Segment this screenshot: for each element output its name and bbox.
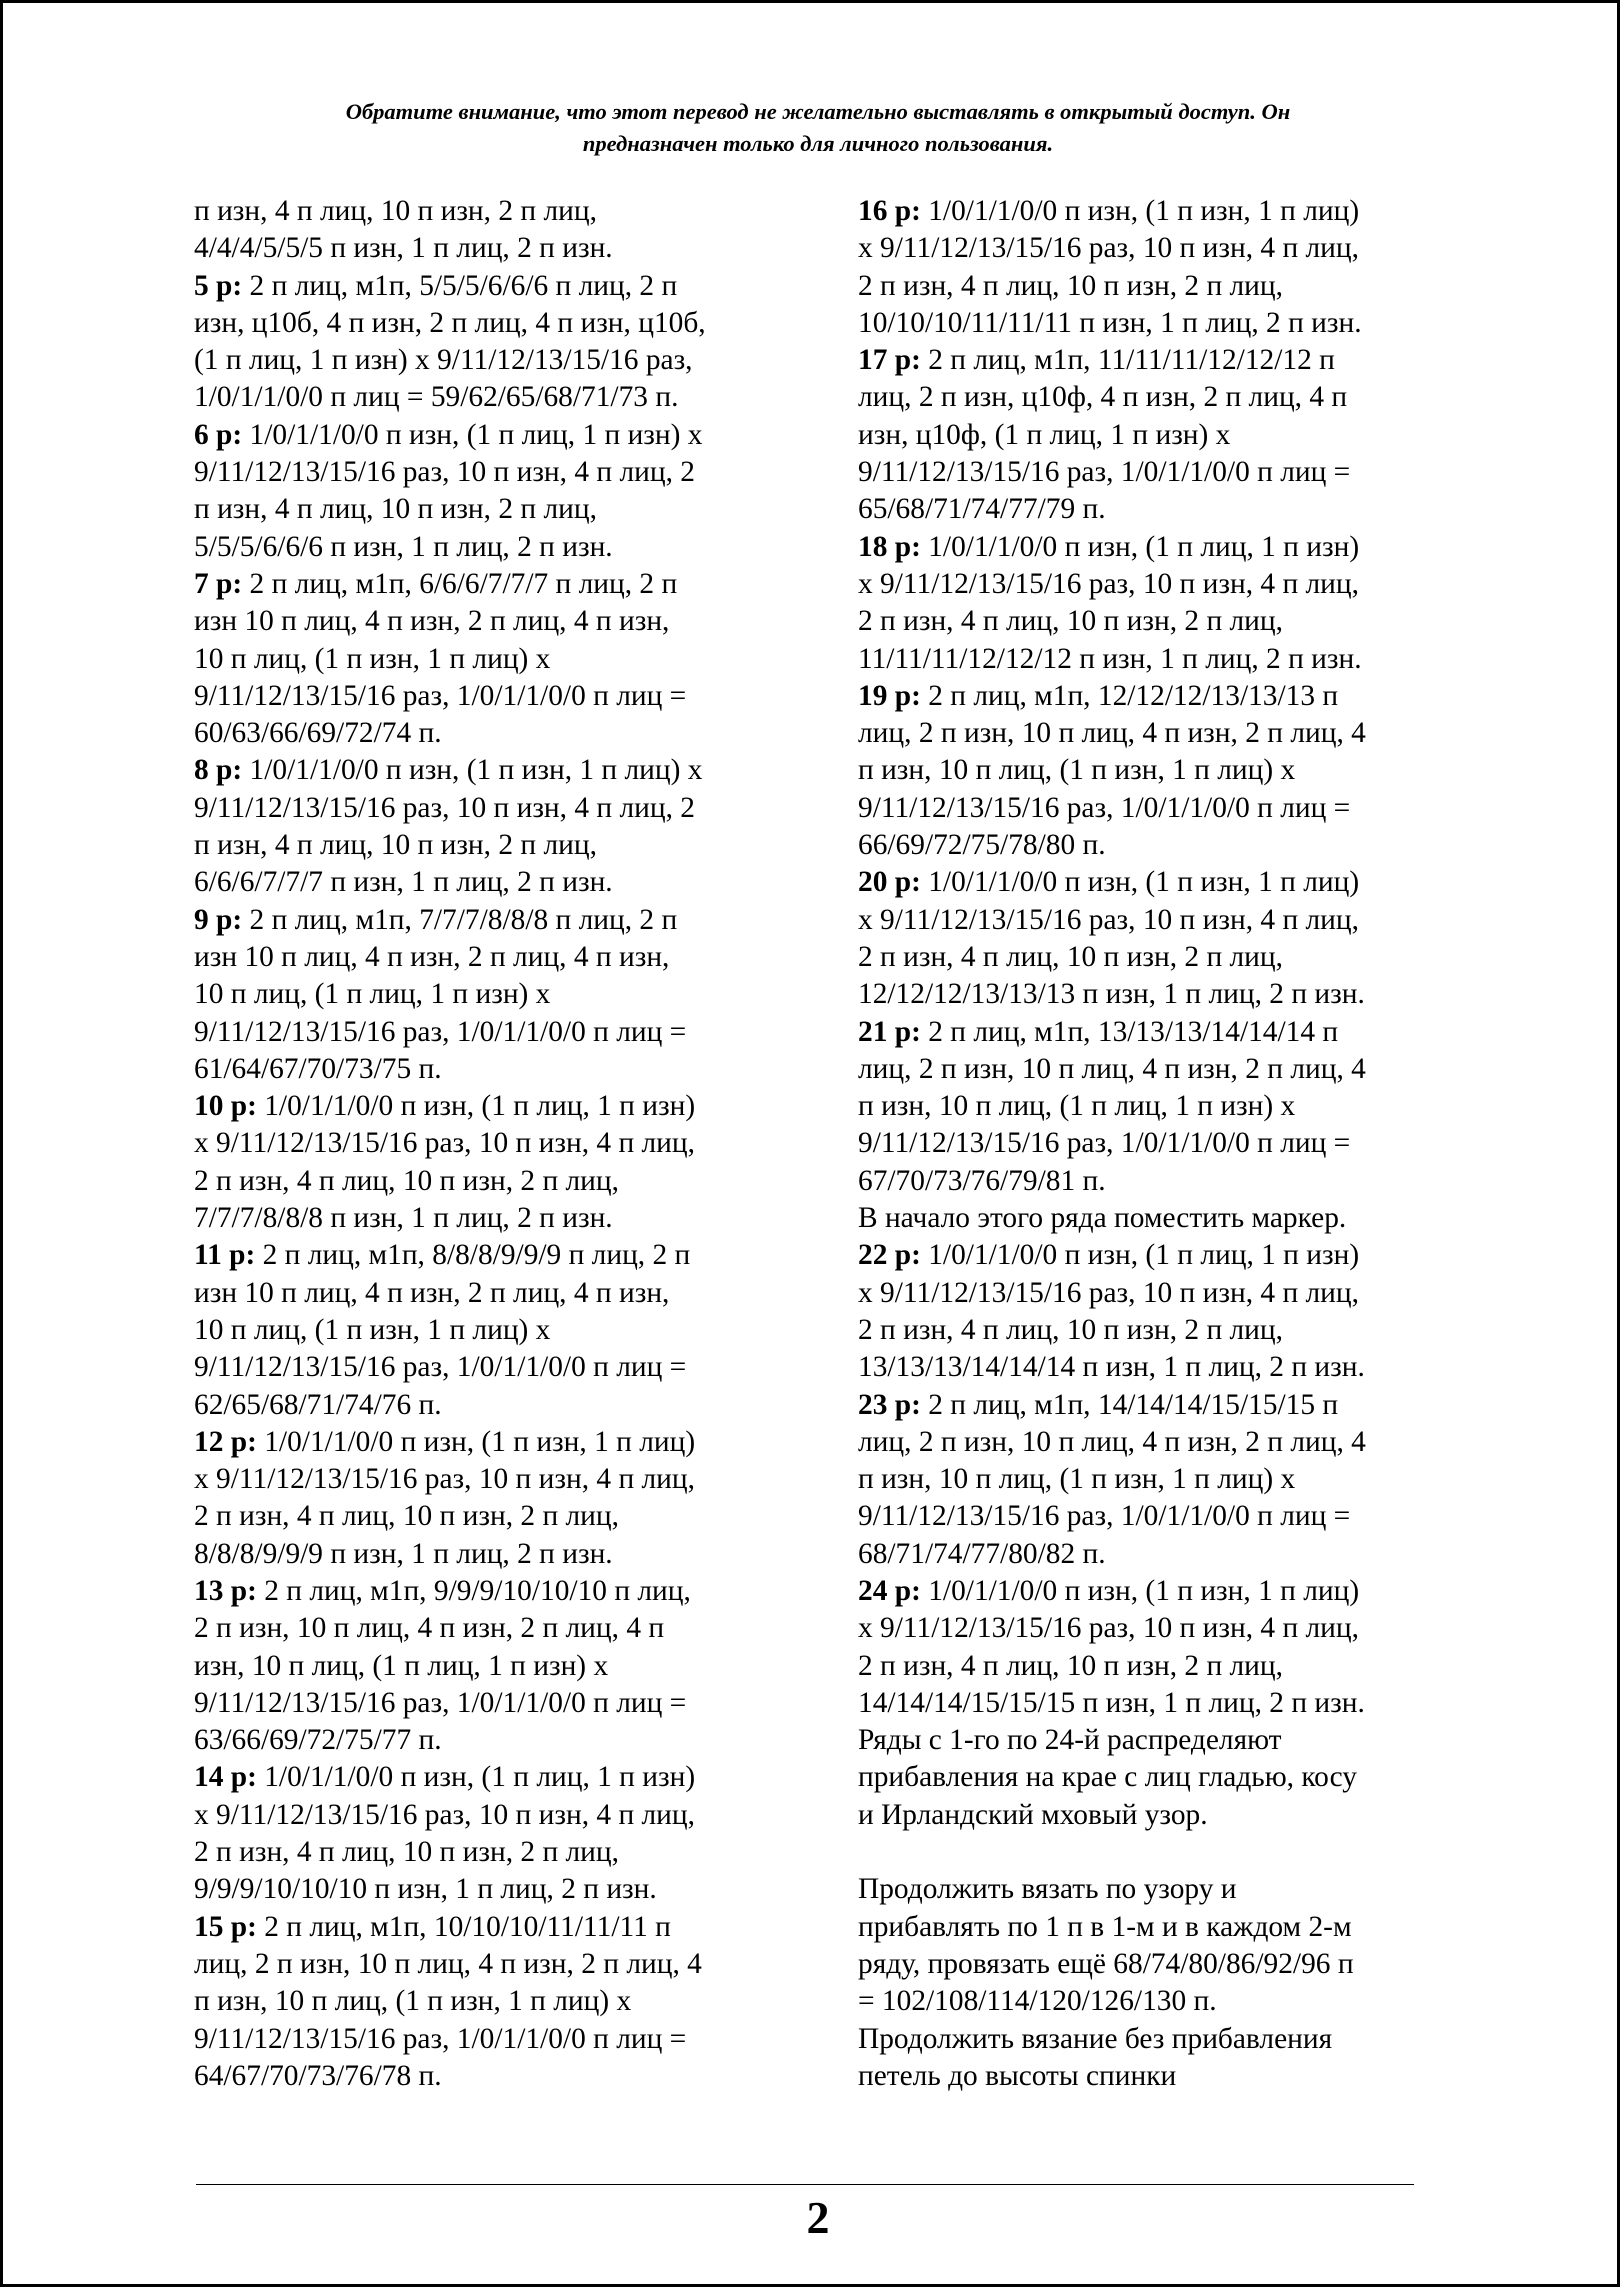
row-label: 19 р:: [858, 679, 921, 712]
row-label: 5 р:: [194, 269, 243, 302]
text-line: [194, 305, 784, 342]
text-line: [194, 1834, 784, 1871]
instruction-text: 9/11/12/13/15/16 раз, 1/0/1/1/0/0 п лиц =: [858, 791, 1351, 824]
text-line: [194, 268, 784, 305]
instruction-text: ряду, провязать ещё 68/74/80/86/92/96 п: [858, 1947, 1354, 1980]
text-line: [858, 1275, 1458, 1312]
text-line: [858, 230, 1458, 267]
text-line: [858, 454, 1458, 491]
text-line: [194, 1237, 784, 1274]
row-label: 23 р:: [858, 1388, 921, 1421]
row-label: 7 р:: [194, 567, 243, 600]
instruction-text: изн 10 п лиц, 4 п изн, 2 п лиц, 4 п изн,: [194, 940, 670, 973]
text-line: [858, 790, 1458, 827]
instruction-text: 9/11/12/13/15/16 раз, 1/0/1/1/0/0 п лиц =: [194, 679, 687, 712]
text-line: [194, 1349, 784, 1386]
text-line: [858, 641, 1458, 678]
text-line: [194, 1088, 784, 1125]
instruction-text: 10 п лиц, (1 п изн, 1 п лиц) х: [194, 642, 551, 675]
instruction-text: 6/6/6/7/7/7 п изн, 1 п лиц, 2 п изн.: [194, 866, 613, 899]
instruction-text: Продолжить вязание без прибавления: [858, 2022, 1333, 2055]
text-line: [858, 529, 1458, 566]
instruction-text: (1 п лиц, 1 п изн) х 9/11/12/13/15/16 раз,: [194, 344, 693, 377]
row-label: 11 р:: [194, 1239, 256, 1272]
instruction-text: 2 п изн, 4 п лиц, 10 п изн, 2 п лиц,: [194, 1836, 619, 1869]
right-text-column: [858, 193, 1458, 2095]
text-line: [194, 1312, 784, 1349]
text-line: [194, 1051, 784, 1088]
instruction-text: 9/11/12/13/15/16 раз, 1/0/1/1/0/0 п лиц =: [194, 1686, 687, 1719]
instruction-text: 2 п лиц, м1п, 5/5/5/6/6/6 п лиц, 2 п: [242, 269, 678, 302]
text-line: [194, 1797, 784, 1834]
text-line: [194, 1200, 784, 1237]
instruction-text: Продолжить вязать по узору и: [858, 1873, 1237, 1906]
instruction-text: Ряды с 1-го по 24-й распределяют: [858, 1724, 1282, 1757]
instruction-text: 2 п лиц, м1п, 12/12/12/13/13/13 п: [920, 679, 1339, 712]
instruction-text: 1/0/1/1/0/0 п изн, (1 п лиц, 1 п изн): [256, 1090, 696, 1123]
text-line: [858, 1424, 1458, 1461]
instruction-text: п изн, 10 п лиц, (1 п изн, 1 п лиц) х: [858, 1463, 1296, 1496]
instruction-text: 12/12/12/13/13/13 п изн, 1 п лиц, 2 п изн.: [858, 978, 1365, 1011]
text-line: [858, 1051, 1458, 1088]
instruction-text: 63/66/69/72/75/77 п.: [194, 1724, 442, 1757]
instruction-text: х 9/11/12/13/15/16 раз, 10 п изн, 4 п лиц,: [194, 1798, 695, 1831]
instruction-text: 9/11/12/13/15/16 раз, 10 п изн, 4 п лиц, 2: [194, 456, 695, 489]
text-line: [858, 976, 1458, 1013]
text-line: [858, 2058, 1458, 2095]
instruction-text: 66/69/72/75/78/80 п.: [858, 829, 1106, 862]
text-line: [194, 342, 784, 379]
instruction-text: 65/68/71/74/77/79 п.: [858, 493, 1106, 526]
text-line: [194, 603, 784, 640]
text-line: [858, 715, 1458, 752]
text-line: [858, 417, 1458, 454]
text-line: [858, 305, 1458, 342]
instruction-text: х 9/11/12/13/15/16 раз, 10 п изн, 4 п лиц,: [858, 1612, 1359, 1645]
text-line: [858, 1536, 1458, 1573]
text-line: [858, 566, 1458, 603]
instruction-text: 9/11/12/13/15/16 раз, 10 п изн, 4 п лиц, 2: [194, 791, 695, 824]
text-line: [858, 1610, 1458, 1647]
text-line: [858, 939, 1458, 976]
text-line: [194, 1461, 784, 1498]
instruction-text: 10/10/10/11/11/11 п изн, 1 п лиц, 2 п изн.: [858, 306, 1362, 339]
text-line: [858, 1759, 1458, 1796]
text-line: [194, 1871, 784, 1908]
page-number: 2: [806, 2192, 830, 2243]
text-line: [858, 342, 1458, 379]
text-line: [194, 678, 784, 715]
instruction-text: 61/64/67/70/73/75 п.: [194, 1052, 442, 1085]
instruction-text: 9/9/9/10/10/10 п изн, 1 п лиц, 2 п изн.: [194, 1873, 657, 1906]
text-line: [194, 827, 784, 864]
instruction-text: п изн, 10 п лиц, (1 п изн, 1 п лиц) х: [858, 754, 1296, 787]
instruction-text: 1/0/1/1/0/0 п изн, (1 п изн, 1 п лиц): [920, 1574, 1360, 1607]
footer-divider: [196, 2184, 1414, 2185]
instruction-text: п изн, 10 п лиц, (1 п изн, 1 п лиц) х: [194, 1985, 632, 2018]
instruction-text: х 9/11/12/13/15/16 раз, 10 п изн, 4 п лиц,: [858, 567, 1359, 600]
text-line: [858, 1349, 1458, 1386]
instruction-text: 9/11/12/13/15/16 раз, 1/0/1/1/0/0 п лиц =: [194, 2022, 687, 2055]
text-line: [858, 678, 1458, 715]
instruction-text: прибавления на крае с лиц гладью, косу: [858, 1761, 1357, 1794]
instruction-text: х 9/11/12/13/15/16 раз, 10 п изн, 4 п лиц,: [858, 232, 1359, 265]
instruction-text: 2 п изн, 4 п лиц, 10 п изн, 2 п лиц,: [858, 269, 1283, 302]
instruction-text: 1/0/1/1/0/0 п изн, (1 п изн, 1 п лиц): [256, 1425, 696, 1458]
instruction-text: 11/11/11/12/12/12 п изн, 1 п лиц, 2 п изн.: [858, 642, 1362, 675]
text-line: [858, 1983, 1458, 2020]
instruction-text: лиц, 2 п изн, ц10ф, 4 п изн, 2 п лиц, 4 п: [858, 381, 1348, 414]
text-line: [194, 193, 784, 230]
text-line: [194, 1759, 784, 1796]
instruction-text: и Ирландский мховый узор.: [858, 1798, 1208, 1831]
instruction-text: 13/13/13/14/14/14 п изн, 1 п лиц, 2 п изн.: [858, 1351, 1365, 1384]
text-line: [858, 752, 1458, 789]
instruction-text: 2 п лиц, м1п, 9/9/9/10/10/10 п лиц,: [256, 1574, 691, 1607]
paragraph-spacer: [858, 1834, 1458, 1871]
text-line: [194, 1387, 784, 1424]
instruction-text: 2 п изн, 4 п лиц, 10 п изн, 2 п лиц,: [858, 940, 1283, 973]
row-label: 18 р:: [858, 530, 921, 563]
instruction-text: х 9/11/12/13/15/16 раз, 10 п изн, 4 п лиц,: [194, 1127, 695, 1160]
instruction-text: лиц, 2 п изн, 10 п лиц, 4 п изн, 2 п лиц, 4: [858, 1425, 1366, 1458]
text-line: [194, 1685, 784, 1722]
instruction-text: 67/70/73/76/79/81 п.: [858, 1164, 1106, 1197]
instruction-text: 1/0/1/1/0/0 п изн, (1 п изн, 1 п лиц): [920, 195, 1360, 227]
text-line: [194, 491, 784, 528]
row-label: 13 р:: [194, 1574, 257, 1607]
text-line: [858, 2021, 1458, 2058]
row-label: 21 р:: [858, 1015, 921, 1048]
text-line: [858, 1685, 1458, 1722]
text-line: [194, 790, 784, 827]
row-label: 24 р:: [858, 1574, 921, 1607]
row-label: 14 р:: [194, 1761, 257, 1794]
instruction-text: лиц, 2 п изн, 10 п лиц, 4 п изн, 2 п лиц, 4: [858, 1052, 1366, 1085]
text-line: [194, 1014, 784, 1051]
text-line: [858, 1312, 1458, 1349]
row-label: 6 р:: [194, 418, 243, 451]
text-line: [858, 1946, 1458, 1983]
instruction-text: 1/0/1/1/0/0 п изн, (1 п лиц, 1 п изн): [920, 530, 1360, 563]
instruction-text: п изн, 4 п лиц, 10 п изн, 2 п лиц,: [194, 493, 597, 526]
text-line: [858, 1237, 1458, 1274]
instruction-text: 4/4/4/5/5/5 п изн, 1 п лиц, 2 п изн.: [194, 232, 613, 265]
instruction-text: изн, ц10ф, (1 п лиц, 1 п изн) х: [858, 418, 1231, 451]
text-line: [858, 1573, 1458, 1610]
text-line: [194, 1722, 784, 1759]
translation-notice-line-2: предназначен только для личного пользования.: [582, 131, 1054, 156]
left-text-column: [194, 193, 784, 2095]
instruction-text: 2 п изн, 4 п лиц, 10 п изн, 2 п лиц,: [194, 1500, 619, 1533]
text-line: [858, 1722, 1458, 1759]
text-line: [858, 1163, 1458, 1200]
instruction-text: 9/11/12/13/15/16 раз, 1/0/1/1/0/0 п лиц =: [858, 1127, 1351, 1160]
text-line: [194, 864, 784, 901]
text-line: [858, 1871, 1458, 1908]
instruction-text: 2 п изн, 4 п лиц, 10 п изн, 2 п лиц,: [858, 1313, 1283, 1346]
text-line: [194, 1909, 784, 1946]
text-line: [858, 268, 1458, 305]
text-line: [858, 827, 1458, 864]
instruction-text: п изн, 4 п лиц, 10 п изн, 2 п лиц,: [194, 195, 597, 227]
instruction-text: В начало этого ряда поместить маркер.: [858, 1202, 1347, 1235]
text-line: [858, 1387, 1458, 1424]
instruction-text: 60/63/66/69/72/74 п.: [194, 717, 442, 750]
instruction-text: 9/11/12/13/15/16 раз, 1/0/1/1/0/0 п лиц =: [194, 1015, 687, 1048]
row-label: 9 р:: [194, 903, 243, 936]
instruction-text: 2 п изн, 10 п лиц, 4 п изн, 2 п лиц, 4 п: [194, 1612, 665, 1645]
instruction-text: = 102/108/114/120/126/130 п.: [858, 1985, 1217, 2018]
text-line: [194, 529, 784, 566]
instruction-text: изн, 10 п лиц, (1 п лиц, 1 п изн) х: [194, 1649, 609, 1682]
instruction-text: 2 п лиц, м1п, 8/8/8/9/9/9 п лиц, 2 п: [255, 1239, 691, 1272]
text-line: [858, 603, 1458, 640]
text-line: [858, 864, 1458, 901]
instruction-text: 1/0/1/1/0/0 п изн, (1 п изн, 1 п лиц) х: [242, 754, 703, 787]
instruction-text: 68/71/74/77/80/82 п.: [858, 1537, 1106, 1570]
instruction-text: 5/5/5/6/6/6 п изн, 1 п лиц, 2 п изн.: [194, 530, 613, 563]
text-line: [194, 1946, 784, 1983]
text-line: [194, 1125, 784, 1162]
text-line: [858, 1909, 1458, 1946]
instruction-text: изн, ц10б, 4 п изн, 2 п лиц, 4 п изн, ц10б,: [194, 306, 706, 339]
instruction-text: п изн, 10 п лиц, (1 п лиц, 1 п изн) х: [858, 1090, 1296, 1123]
text-line: [194, 454, 784, 491]
instruction-text: 1/0/1/1/0/0 п изн, (1 п лиц, 1 п изн) х: [242, 418, 703, 451]
text-line: [858, 1498, 1458, 1535]
instruction-text: 2 п лиц, м1п, 14/14/14/15/15/15 п: [920, 1388, 1339, 1421]
instruction-text: лиц, 2 п изн, 10 п лиц, 4 п изн, 2 п лиц, 4: [858, 717, 1366, 750]
translation-notice-line-1: Обратите внимание, что этот перевод не желательно выставлять в открытый доступ. Он: [345, 99, 1291, 124]
instruction-text: х 9/11/12/13/15/16 раз, 10 п изн, 4 п лиц,: [858, 1276, 1359, 1309]
text-line: [194, 566, 784, 603]
instruction-text: 64/67/70/73/76/78 п.: [194, 2059, 442, 2092]
instruction-text: 9/11/12/13/15/16 раз, 1/0/1/1/0/0 п лиц =: [858, 456, 1351, 489]
instruction-text: п изн, 4 п лиц, 10 п изн, 2 п лиц,: [194, 829, 597, 862]
row-label: 22 р:: [858, 1239, 921, 1272]
text-line: [194, 417, 784, 454]
instruction-text: 2 п изн, 4 п лиц, 10 п изн, 2 п лиц,: [858, 605, 1283, 638]
text-line: [858, 193, 1458, 230]
text-line: [858, 491, 1458, 528]
instruction-text: х 9/11/12/13/15/16 раз, 10 п изн, 4 п лиц,: [194, 1463, 695, 1496]
instruction-text: петель до высоты спинки: [858, 2059, 1177, 2092]
row-label: 20 р:: [858, 866, 921, 899]
instruction-text: 9/11/12/13/15/16 раз, 1/0/1/1/0/0 п лиц =: [194, 1351, 687, 1384]
text-line: [194, 1610, 784, 1647]
text-line: [194, 902, 784, 939]
row-label: 10 р:: [194, 1090, 257, 1123]
text-line: [194, 379, 784, 416]
translation-notice: [180, 96, 1456, 160]
text-line: [194, 2021, 784, 2058]
text-line: [858, 379, 1458, 416]
text-line: [858, 1014, 1458, 1051]
instruction-text: 2 п лиц, м1п, 7/7/7/8/8/8 п лиц, 2 п: [242, 903, 678, 936]
text-line: [858, 1200, 1458, 1237]
instruction-text: 2 п изн, 4 п лиц, 10 п изн, 2 п лиц,: [858, 1649, 1283, 1682]
text-line: [858, 1088, 1458, 1125]
text-line: [858, 1797, 1458, 1834]
text-line: [194, 715, 784, 752]
instruction-text: 2 п лиц, м1п, 11/11/11/12/12/12 п: [920, 344, 1335, 377]
instruction-text: лиц, 2 п изн, 10 п лиц, 4 п изн, 2 п лиц, 4: [194, 1947, 702, 1980]
text-line: [194, 1536, 784, 1573]
instruction-text: 1/0/1/1/0/0 п изн, (1 п изн, 1 п лиц): [920, 866, 1360, 899]
row-label: 12 р:: [194, 1425, 257, 1458]
instruction-text: изн 10 п лиц, 4 п изн, 2 п лиц, 4 п изн,: [194, 605, 670, 638]
instruction-text: 2 п изн, 4 п лиц, 10 п изн, 2 п лиц,: [194, 1164, 619, 1197]
text-line: [858, 1461, 1458, 1498]
instruction-text: 1/0/1/1/0/0 п лиц = 59/62/65/68/71/73 п.: [194, 381, 679, 414]
instruction-text: 1/0/1/1/0/0 п изн, (1 п лиц, 1 п изн): [920, 1239, 1360, 1272]
instruction-text: 8/8/8/9/9/9 п изн, 1 п лиц, 2 п изн.: [194, 1537, 613, 1570]
instruction-text: 7/7/7/8/8/8 п изн, 1 п лиц, 2 п изн.: [194, 1202, 613, 1235]
text-line: [194, 1275, 784, 1312]
row-label: 8 р:: [194, 754, 243, 787]
text-line: [194, 976, 784, 1013]
instruction-text: 1/0/1/1/0/0 п изн, (1 п лиц, 1 п изн): [256, 1761, 696, 1794]
text-line: [194, 1163, 784, 1200]
instruction-text: 62/65/68/71/74/76 п.: [194, 1388, 442, 1421]
text-line: [194, 641, 784, 678]
instruction-text: изн 10 п лиц, 4 п изн, 2 п лиц, 4 п изн,: [194, 1276, 670, 1309]
instruction-text: прибавлять по 1 п в 1-м и в каждом 2-м: [858, 1910, 1352, 1943]
instruction-text: 2 п лиц, м1п, 10/10/10/11/11/11 п: [256, 1910, 671, 1943]
text-line: [194, 752, 784, 789]
text-line: [858, 1648, 1458, 1685]
instruction-text: х 9/11/12/13/15/16 раз, 10 п изн, 4 п лиц,: [858, 903, 1359, 936]
text-line: [194, 230, 784, 267]
text-line: [194, 1498, 784, 1535]
text-line: [194, 2058, 784, 2095]
text-line: [858, 1125, 1458, 1162]
instruction-text: 14/14/14/15/15/15 п изн, 1 п лиц, 2 п изн.: [858, 1686, 1365, 1719]
instruction-text: 2 п лиц, м1п, 13/13/13/14/14/14 п: [920, 1015, 1339, 1048]
text-line: [194, 939, 784, 976]
instruction-text: 2 п лиц, м1п, 6/6/6/7/7/7 п лиц, 2 п: [242, 567, 678, 600]
instruction-text: 10 п лиц, (1 п лиц, 1 п изн) х: [194, 978, 551, 1011]
instruction-text: 10 п лиц, (1 п изн, 1 п лиц) х: [194, 1313, 551, 1346]
text-line: [194, 1983, 784, 2020]
text-line: [194, 1424, 784, 1461]
instruction-text: 9/11/12/13/15/16 раз, 1/0/1/1/0/0 п лиц =: [858, 1500, 1351, 1533]
row-label: 15 р:: [194, 1910, 257, 1943]
text-line: [194, 1648, 784, 1685]
row-label: 16 р:: [858, 195, 921, 227]
row-label: 17 р:: [858, 344, 921, 377]
text-line: [194, 1573, 784, 1610]
text-line: [858, 902, 1458, 939]
